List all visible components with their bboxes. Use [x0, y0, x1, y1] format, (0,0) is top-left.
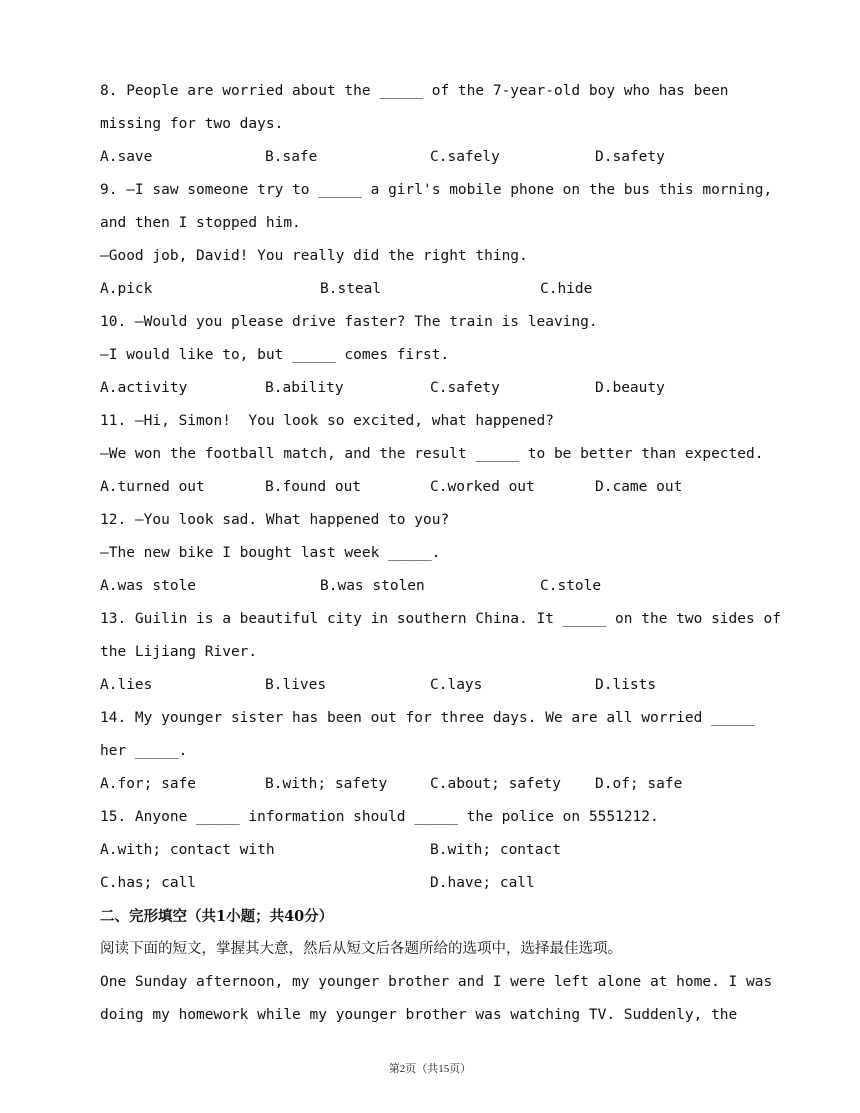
page-number: 第2页（共15页） — [388, 1063, 472, 1075]
question-text: 14. My younger sister has been out for three days. We are all worried _____ — [100, 710, 755, 726]
option-b: B.ability — [265, 380, 344, 396]
option-a: A.lies — [100, 677, 153, 693]
question-text: —I would like to, but _____ comes first. — [100, 347, 450, 363]
options-row — [100, 570, 780, 603]
option-b: B.safe — [265, 149, 318, 165]
option-b: B.steal — [320, 281, 382, 297]
option-a: A.activity — [100, 380, 188, 396]
question-11 — [100, 405, 780, 504]
section-title: 二、完形填空（共1小题；共40分） — [100, 908, 334, 925]
question-14 — [100, 702, 780, 801]
question-text: missing for two days. — [100, 116, 284, 132]
option-c: C.stole — [540, 578, 602, 594]
option-b: B.lives — [265, 677, 327, 693]
options-row — [100, 669, 780, 702]
question-text: 9. —I saw someone try to _____ a girl's mobile phone on the bus this morning, — [100, 182, 773, 198]
question-text: 8. People are worried about the _____ of the 7-year-old boy who has been — [100, 83, 729, 99]
option-d: D.safety — [595, 149, 665, 165]
question-text: 11. —Hi, Simon! You look so excited, what happened? — [100, 413, 554, 429]
option-a: A.pick — [100, 281, 153, 297]
option-c: C.has; call — [100, 875, 197, 891]
question-12 — [100, 504, 780, 603]
question-9 — [100, 174, 780, 306]
options-row — [100, 834, 780, 867]
cloze-section — [100, 900, 780, 1032]
option-c: C.safely — [430, 149, 500, 165]
question-text: 13. Guilin is a beautiful city in southern China. It _____ on the two sides of — [100, 611, 781, 627]
question-text: 10. —Would you please drive faster? The train is leaving. — [100, 314, 598, 330]
question-text: the Lijiang River. — [100, 644, 258, 660]
option-c: C.lays — [430, 677, 483, 693]
option-d: D.came out — [595, 479, 683, 495]
option-b: B.found out — [265, 479, 362, 495]
option-a: A.with; contact with — [100, 842, 275, 858]
question-text: 15. Anyone _____ information should _____ the police on 5551212. — [100, 809, 659, 825]
question-text: —Good job, David! You really did the right thing. — [100, 248, 528, 264]
question-13 — [100, 603, 780, 702]
option-b: B.with; contact — [430, 842, 561, 858]
option-d: D.beauty — [595, 380, 665, 396]
option-a: A.for; safe — [100, 776, 197, 792]
question-text: 12. —You look sad. What happened to you? — [100, 512, 450, 528]
option-b: B.was stolen — [320, 578, 425, 594]
option-c: C.hide — [540, 281, 593, 297]
passage-line: doing my homework while my younger brother was watching TV. Suddenly, the — [100, 1007, 738, 1023]
options-row — [100, 141, 780, 174]
options-row — [100, 471, 780, 504]
options-row — [100, 273, 780, 306]
passage-line: One Sunday afternoon, my younger brother and I were left alone at home. I was — [100, 974, 773, 990]
question-text: her _____. — [100, 743, 188, 759]
question-text: —The new bike I bought last week _____. — [100, 545, 441, 561]
section-instruction: 阅读下面的短文，掌握其大意，然后从短文后各题所给的选项中，选择最佳选项。 — [100, 941, 622, 957]
option-b: B.with; safety — [265, 776, 388, 792]
question-10 — [100, 306, 780, 405]
question-text: —We won the football match, and the result _____ to be better than expected. — [100, 446, 764, 462]
option-d: D.of; safe — [595, 776, 683, 792]
option-a: A.was stole — [100, 578, 197, 594]
option-c: C.about; safety — [430, 776, 561, 792]
option-a: A.save — [100, 149, 153, 165]
option-d: D.lists — [595, 677, 657, 693]
question-15 — [100, 801, 780, 900]
document-body — [100, 75, 780, 1032]
option-c: C.worked out — [430, 479, 535, 495]
option-a: A.turned out — [100, 479, 205, 495]
question-8 — [100, 75, 780, 174]
options-row — [100, 372, 780, 405]
options-row — [100, 768, 780, 801]
options-row — [100, 867, 780, 900]
option-d: D.have; call — [430, 875, 535, 891]
option-c: C.safety — [430, 380, 500, 396]
question-text: and then I stopped him. — [100, 215, 301, 231]
